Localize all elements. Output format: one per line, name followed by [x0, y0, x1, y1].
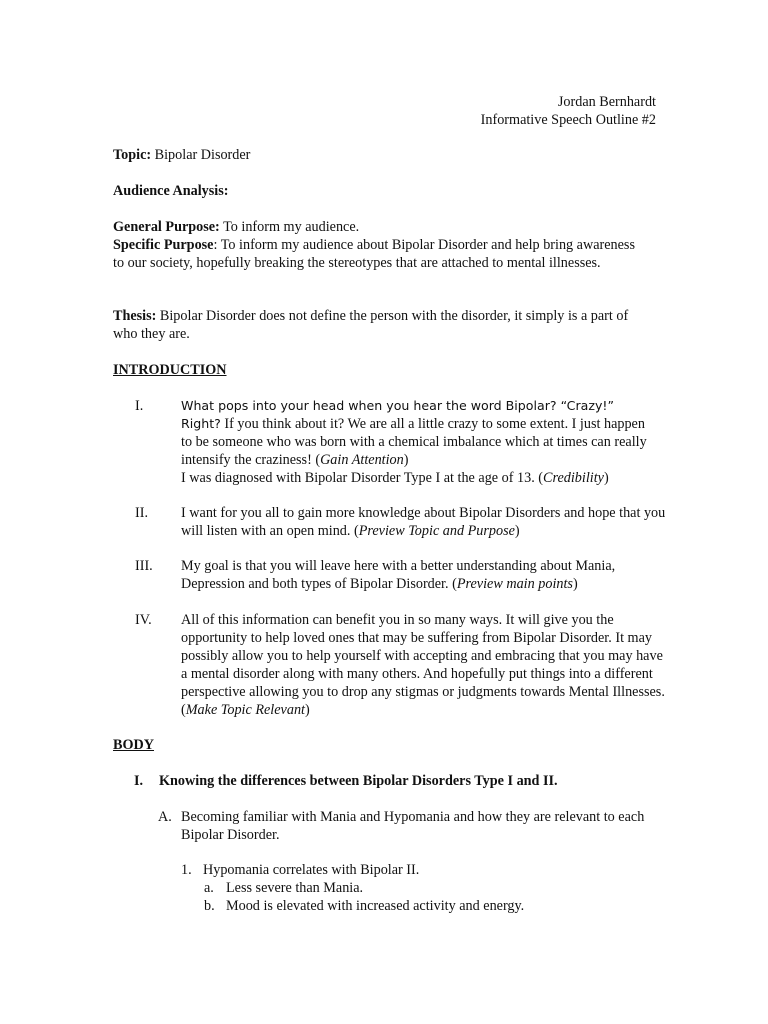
general-purpose-line: [113, 218, 663, 236]
topic-label: Topic:: [113, 147, 152, 163]
body-sub-letter: A.: [158, 809, 172, 825]
audience-analysis-label: Audience Analysis:: [113, 183, 229, 199]
body-sub-text: Becoming familiar with Mania and Hypomania and how they are relevant to each Bipolar Disorder.: [181, 809, 645, 843]
body-point-text: Knowing the differences between Bipolar Disorders Type I and II.: [159, 773, 558, 789]
author-name: Jordan Bernhardt: [557, 94, 656, 110]
intro-numeral: II.: [135, 505, 148, 521]
intro-item-body-2: I was diagnosed with Bipolar Disorder Type I at the age of 13. (: [181, 470, 544, 486]
intro-numeral: IV.: [135, 612, 152, 628]
intro-item-body: If you think about it? We are all a little crazy to some extent. I just happen to be someone who was born with a chemical imbalance which at times can really intensify the craziness! (: [181, 416, 647, 468]
intro-item-body: My goal is that you will leave here with a better understanding about Mania, Depression and both types of Bipolar Disorder. (: [181, 558, 616, 592]
body-heading-text: BODY: [113, 737, 154, 753]
topic-line: [113, 146, 663, 164]
intro-numeral: I.: [135, 398, 144, 414]
body-item-text: Mood is elevated with increased activity and energy.: [226, 898, 525, 914]
document-title: Informative Speech Outline #2: [480, 112, 656, 128]
general-purpose-label: General Purpose:: [113, 219, 220, 235]
introduction-heading: [113, 361, 663, 379]
intro-item-close: ): [403, 452, 409, 468]
intro-item-sans-text: What pops into your head when you hear the word Bipolar? “Crazy!” Right?: [181, 398, 614, 431]
intro-item-close: ): [572, 576, 578, 592]
intro-item-note: Gain Attention: [320, 452, 404, 468]
intro-item-close: ): [304, 702, 310, 718]
intro-item-note-2: Credibility: [543, 470, 604, 486]
specific-purpose-value: : To inform my audience about Bipolar Disorder and help bring awareness to our society, hopefully breaking the stereotypes that are attached to mental illnesses.: [113, 237, 635, 271]
body-heading: [113, 736, 663, 754]
intro-item-body: All of this information can benefit you in so many ways. It will give you the opportunity to help loved ones that may be suffering from Bipolar Disorder. It may possibly allow you to help yourself with accepting and embracing that you may have a mental disorder along with many others. And hopefully put things into a different perspective allowing you to drop any stigmas or judgments towards Mental Illnesses. (: [181, 612, 665, 718]
intro-item-note: Preview main points: [456, 576, 573, 592]
intro-item-text: [181, 504, 671, 540]
intro-item-close-2: ): [603, 470, 609, 486]
body-item-letter: a.: [204, 880, 214, 896]
thesis-value: Bipolar Disorder does not define the person with the disorder, it simply is a part of who they are.: [113, 308, 629, 342]
intro-item-text: [181, 397, 656, 487]
body-point-numeral: I.: [134, 773, 144, 789]
body-item-number: 1.: [181, 862, 192, 878]
specific-purpose-label: Specific Purpose: [113, 237, 214, 253]
intro-item-note: Make Topic Relevant: [185, 702, 305, 718]
thesis-label: Thesis:: [113, 308, 157, 324]
intro-item-note: Preview Topic and Purpose: [358, 523, 515, 539]
topic-value: Bipolar Disorder: [151, 147, 251, 163]
intro-numeral: III.: [135, 558, 153, 574]
intro-item-text: [181, 611, 671, 719]
body-item-text: Hypomania correlates with Bipolar II.: [203, 862, 420, 878]
general-purpose-value: To inform my audience.: [219, 219, 360, 235]
body-item-text: Less severe than Mania.: [226, 880, 364, 896]
intro-item-text: [181, 557, 671, 593]
intro-item-close: ): [514, 523, 520, 539]
thesis-paragraph: [113, 307, 653, 343]
body-item-letter: b.: [204, 898, 215, 914]
specific-purpose-paragraph: [113, 236, 643, 272]
audience-analysis-line: [113, 182, 663, 200]
intro-item-body: I want for you all to gain more knowledge about Bipolar Disorders and hope that you will listen with an open mind. (: [181, 505, 666, 539]
introduction-heading-text: INTRODUCTION: [113, 362, 227, 378]
document-header: [481, 93, 656, 129]
